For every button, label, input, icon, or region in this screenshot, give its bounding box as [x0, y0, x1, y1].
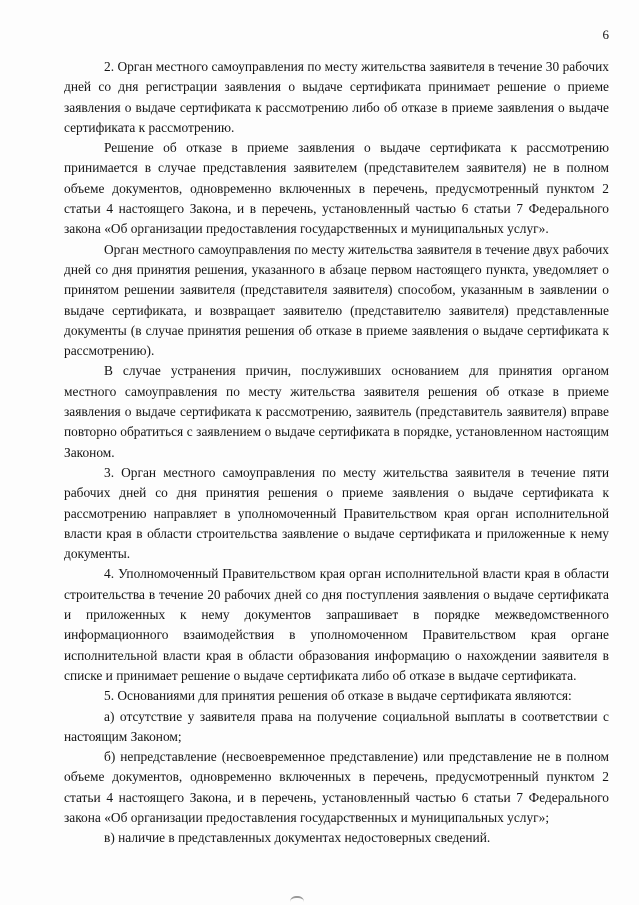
bottom-edge-mark — [290, 896, 304, 904]
paragraph-subitem-v: в) наличие в представленных документах недостоверных сведений. — [104, 830, 491, 846]
paragraph-item-4: 4. Уполномоченный Правительством края орган исполнительной власти края в области строительства в течение 20 рабочих дней со дня поступления заявления о выдаче сертификата и приложенных к нему документов запрашивает в порядке межведомственного информационного взаимодействия в уполномоченном Правительством края органе исполнительной власти края в области образования информацию о нахождении заявителя в списке и принимает решение о выдаче сертификата либо об отказе в выдаче сертификата. — [64, 566, 609, 683]
document-body — [64, 57, 609, 849]
paragraph-item-3: 3. Орган местного самоуправления по месту жительства заявителя в течение пяти рабочих дней со дня принятия решения о приеме заявления о выдаче сертификата к рассмотрению направляет в уполномоченный Правительством края орган исполнительной власти края в области строительства заявление о выдаче сертификата и приложенные к нему документы. — [64, 464, 609, 562]
paragraph-repeat-application: В случае устранения причин, послуживших основанием для принятия органом местного самоуправления по месту жительства заявителя решения об отказе в приеме заявления о выдаче сертификата к рассмотрению, заявитель (представитель заявителя) вправе повторно обратиться с заявлением о выдаче сертификата в порядке, установленном настоящим Законом. — [64, 363, 609, 460]
paragraph-notification: Орган местного самоуправления по месту жительства заявителя в течение двух рабочих дней со дня принятия решения, указанного в абзаце первом настоящего пункта, уведомляет о принятом решении заявителя (представителя заявителя) способом, указанным в заявлении о выдаче сертификата, и возвращает заявителю (представителю заявителя) представленные документы (в случае принятия решения об отказе в приеме заявления о выдаче сертификата к рассмотрению). — [64, 241, 609, 359]
paragraph-item-2: 2. Орган местного самоуправления по месту жительства заявителя в течение 30 рабочих дней со дня регистрации заявления о выдаче сертификата принимает решение о приеме заявления о выдаче сертификата к рассмотрению либо об отказе в приеме заявления о выдаче сертификата к рассмотрению. — [64, 59, 609, 135]
paragraph-item-5: 5. Основаниями для принятия решения об отказе в выдаче сертификата являются: — [104, 688, 572, 704]
paragraph-subitem-a: а) отсутствие у заявителя права на получение социальной выплаты в соответствии с настоящим Законом; — [64, 708, 609, 744]
page-number: 6 — [602, 27, 609, 42]
paragraph-subitem-b: б) непредставление (несвоевременное представление) или представление не в полном объеме документов, одновременно включенных в перечень, предусмотренный пунктом 2 статьи 4 настоящего Закона, и в перечень, установленный частью 6 статьи 7 Федерального закона «Об организации предоставления государственных и муниципальных услуг»; — [64, 749, 609, 825]
paragraph-refusal-decision: Решение об отказе в приеме заявления о выдаче сертификата к рассмотрению принимается в случае представления заявителем (представителем заявителя) не в полном объеме документов, одновременно включенных в перечень, предусмотренный пунктом 2 статьи 4 настоящего Закона, и в перечень, установленный частью 6 статьи 7 Федерального закона «Об организации предоставления государственных и муниципальных услуг». — [64, 140, 609, 237]
